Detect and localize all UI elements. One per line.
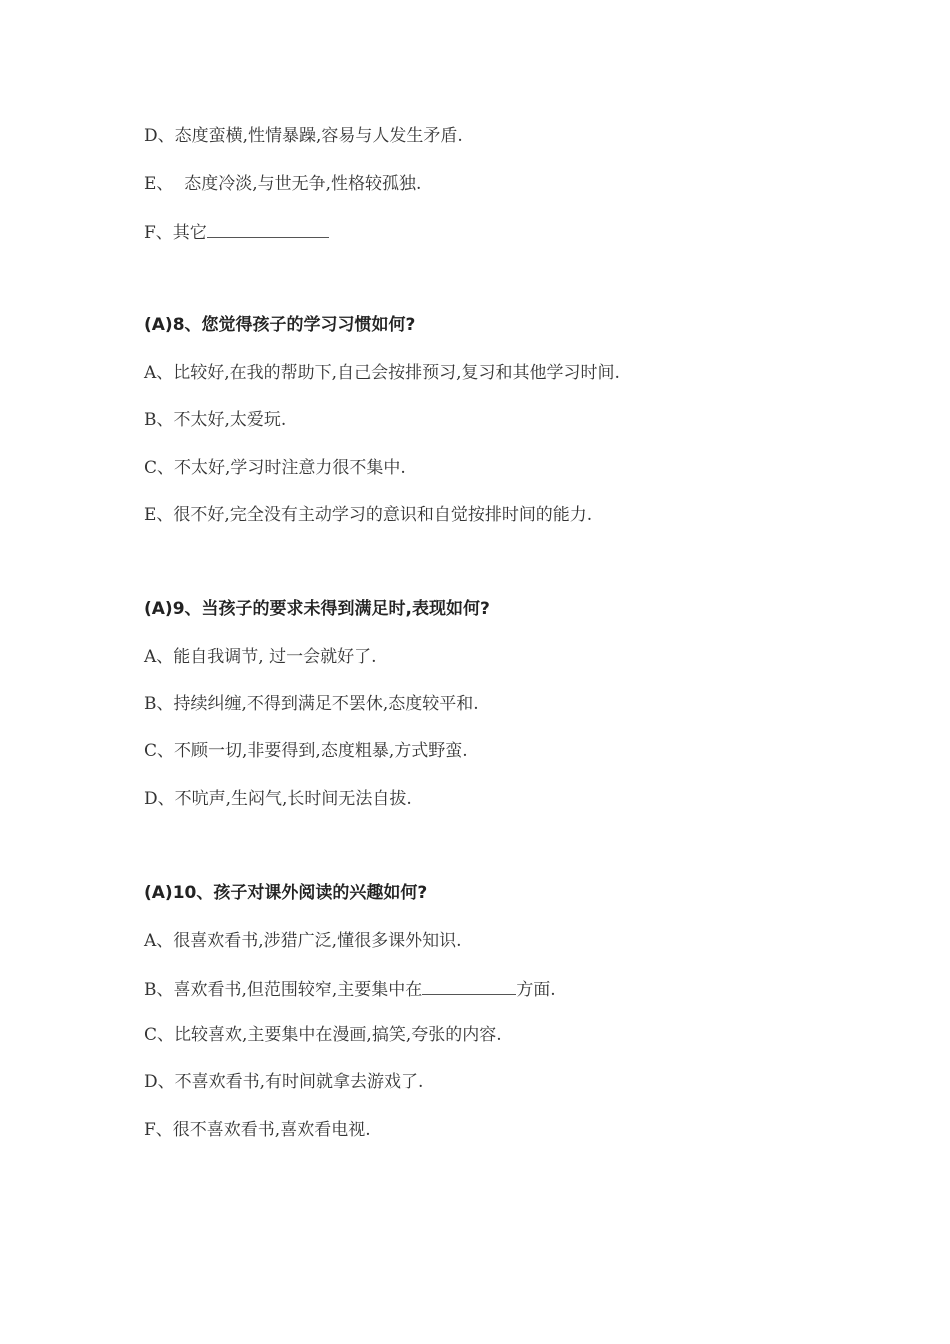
q9-option-c: C、不顾一切,非要得到,态度粗暴,方式野蛮. [144,741,468,761]
q10-option-b-suffix: 方面. [516,980,556,1000]
q9-option-d: D、不吭声,生闷气,长时间无法自拔. [144,789,412,809]
option-f-label: F、其它 [144,223,207,243]
question-9-title: (A)9、当孩子的要求未得到满足时,表现如何? [144,599,490,619]
question-10-title: (A)10、孩子对课外阅读的兴趣如何? [144,883,428,903]
q10-option-a: A、很喜欢看书,涉猎广泛,懂很多课外知识. [144,931,462,951]
q8-option-b: B、不太好,太爱玩. [144,410,287,430]
q8-option-e: E、很不好,完全没有主动学习的意识和自觉按排时间的能力. [144,505,593,525]
q8-option-a: A、比较好,在我的帮助下,自己会按排预习,复习和其他学习时间. [144,363,620,383]
q10-option-f: F、很不喜欢看书,喜欢看电视. [144,1120,371,1140]
q10-option-b [144,976,556,1002]
fill-blank-line [207,219,329,238]
fill-blank-line [422,976,516,995]
option-e: E、 态度冷淡,与世无争,性格较孤独. [144,174,422,194]
q9-option-a: A、能自我调节, 过一会就好了. [144,647,377,667]
q9-option-b: B、持续纠缠,不得到满足不罢休,态度较平和. [144,694,479,714]
option-f [144,219,329,245]
q10-option-c: C、比较喜欢,主要集中在漫画,搞笑,夸张的内容. [144,1025,502,1045]
question-8-title: (A)8、您觉得孩子的学习习惯如何? [144,315,416,335]
q8-option-c: C、不太好,学习时注意力很不集中. [144,458,406,478]
q10-option-b-prefix: B、喜欢看书,但范围较窄,主要集中在 [144,980,423,1000]
q10-option-d: D、不喜欢看书,有时间就拿去游戏了. [144,1072,424,1092]
option-d: D、态度蛮横,性情暴躁,容易与人发生矛盾. [144,126,463,146]
